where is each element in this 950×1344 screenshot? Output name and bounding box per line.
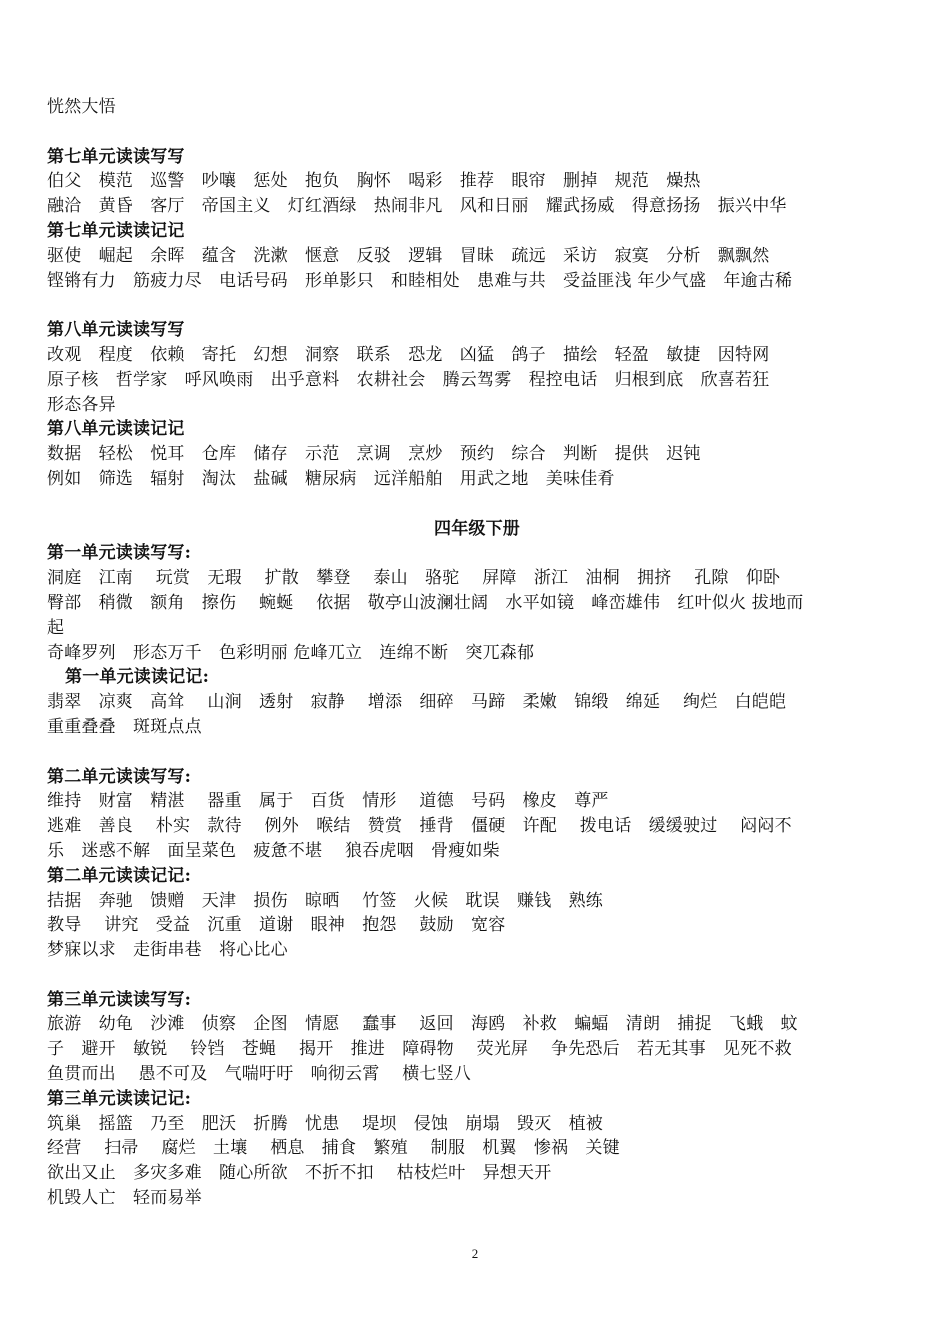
section-heading: 第一单元读读写写: <box>47 543 192 564</box>
section-heading: 第三单元读读记记: <box>47 1088 192 1109</box>
blank-line <box>47 293 907 318</box>
section-heading: 第七单元读读写写 <box>47 146 185 167</box>
text-line: 经营 扫帚 腐烂 土壤 栖息 捕食 繁殖 制服 机翼 惨祸 关键 <box>47 1138 620 1159</box>
section-heading: 第三单元读读写写: <box>47 989 192 1010</box>
text-line: 伯父 模范 巡警 吵嚷 惩处 抱负 胸怀 喝彩 推荐 眼帘 删掉 规范 燥热 <box>47 171 701 192</box>
text-line: 教导 讲究 受益 沉重 道谢 眼神 抱怨 鼓励 宽容 <box>47 915 506 936</box>
text-line: 原子核 哲学家 呼风唤雨 出乎意料 农耕社会 腾云驾雾 程控电话 归根到底 欣喜若狂 <box>47 369 770 390</box>
section-heading: 第二单元读读写写: <box>47 766 192 787</box>
text-line: 机毁人亡 轻而易举 <box>47 1188 202 1209</box>
section-heading: 第八单元读读记记 <box>47 419 185 440</box>
text-line: 融洽 黄昏 客厅 帝国主义 灯红酒绿 热闹非凡 风和日丽 耀武扬威 得意扬扬 振兴中华 <box>47 196 787 217</box>
text-line: 重重叠叠 斑斑点点 <box>47 716 202 737</box>
text-line: 梦寐以求 走街串巷 将心比心 <box>47 940 288 961</box>
text-line: 旅游 幼龟 沙滩 侦察 企图 情愿 蠢事 返回 海鸥 补救 蝙蝠 清朗 捕捉 飞蛾 蚊 <box>47 1014 798 1035</box>
text-line: 筑巢 摇篮 乃至 肥沃 折腾 忧患 堤坝 侵蚀 崩塌 毁灭 植被 <box>47 1113 604 1134</box>
text-line: 起 <box>47 617 65 638</box>
text-line: 鱼贯而出 愚不可及 气喘吁吁 响彻云霄 横七竖八 <box>47 1064 472 1085</box>
blank-line <box>47 740 907 765</box>
text-line: 逃难 善良 朴实 款待 例外 喉结 赞赏 捶背 僵硬 许配 拨电话 缓缓驶过 闷闷不 <box>47 816 792 837</box>
blank-line <box>47 963 907 988</box>
text-line: 翡翠 凉爽 高耸 山涧 透射 寂静 增添 细碎 马蹄 柔嫩 锦缎 绵延 绚烂 白皑皑 <box>47 692 787 713</box>
text-line: 乐 迷惑不解 面呈菜色 疲惫不堪 狼吞虎咽 骨瘦如柴 <box>47 840 500 861</box>
text-line: 拮据 奔驰 馈赠 天津 损伤 晾晒 竹签 火候 耽误 赚钱 熟练 <box>47 890 604 911</box>
text-line: 形态各异 <box>47 394 116 415</box>
text-line: 欲出又止 多灾多难 随心所欲 不折不扣 枯枝烂叶 异想天开 <box>47 1163 552 1184</box>
text-line: 维持 财富 精湛 器重 属于 百货 情形 道德 号码 橡皮 尊严 <box>47 791 609 812</box>
section-heading: 第一单元读读记记: <box>65 667 210 688</box>
text-line: 改观 程度 依赖 寄托 幻想 洞察 联系 恐龙 凶猛 鸽子 描绘 轻盈 敏捷 因特网 <box>47 344 770 365</box>
text-line: 铿锵有力 筋疲力尽 电话号码 形单影只 和睦相处 患难与共 受益匪浅 年少气盛 年逾古稀 <box>47 270 793 291</box>
text-line: 子 避开 敏锐 铃铛 苍蝇 揭开 推进 障碍物 荧光屏 争先恐后 若无其事 见死不救 <box>47 1039 792 1060</box>
page-number: 2 <box>471 1246 479 1261</box>
text-line: 奇峰罗列 形态万千 色彩明丽 危峰兀立 连绵不断 突兀森郁 <box>47 642 535 663</box>
text-line: 洞庭 江南 玩赏 无瑕 扩散 攀登 泰山 骆驼 屏障 浙江 油桐 拥挤 孔隙 仰卧 <box>47 568 781 589</box>
volume-title: 四年级下册 <box>434 518 520 539</box>
document-body <box>47 95 907 1211</box>
text-line: 驱使 崛起 余晖 蕴含 洗漱 惬意 反驳 逻辑 冒昧 疏远 采访 寂寞 分析 飘飘然 <box>47 245 770 266</box>
text-line: 例如 筛选 辐射 淘汰 盐碱 糖尿病 远洋船舶 用武之地 美味佳肴 <box>47 468 615 489</box>
section-heading: 第二单元读读记记: <box>47 865 192 886</box>
text-line: 数据 轻松 悦耳 仓库 储存 示范 烹调 烹炒 预约 综合 判断 提供 迟钝 <box>47 444 701 465</box>
section-heading: 第八单元读读写写 <box>47 320 185 341</box>
section-heading: 第七单元读读记记 <box>47 220 185 241</box>
text-line: 臀部 稍微 额角 擦伤 蜿蜒 依据 敬亭山波澜壮阔 水平如镜 峰峦雄伟 红叶似火 拔地而 <box>47 592 804 613</box>
blank-line <box>47 492 907 517</box>
blank-line <box>47 120 907 145</box>
text-line: 恍然大悟 <box>47 97 116 117</box>
